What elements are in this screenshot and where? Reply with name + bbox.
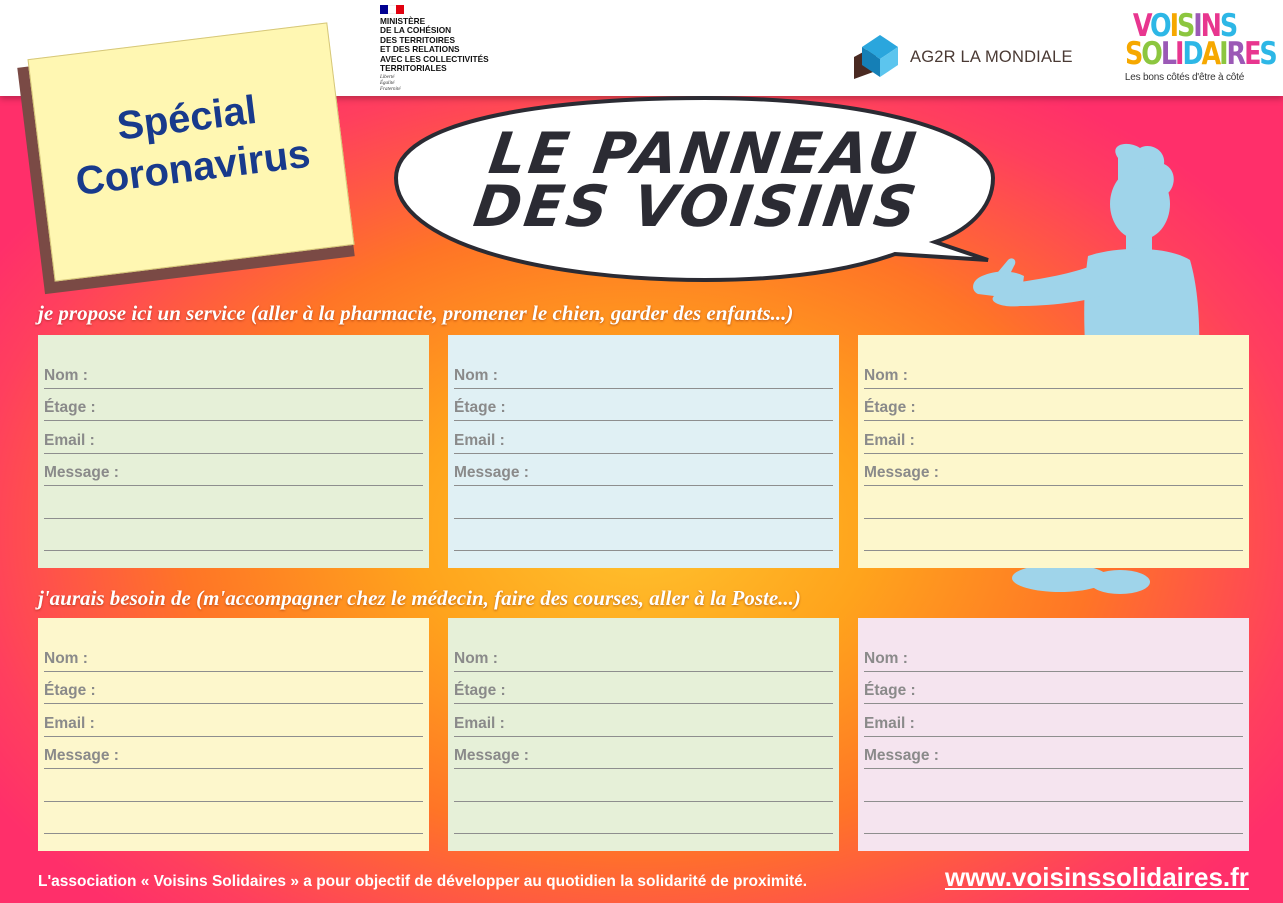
message-line[interactable] — [864, 486, 1243, 519]
french-flag-icon — [380, 5, 404, 14]
card-need-2[interactable] — [448, 618, 839, 851]
message-line[interactable] — [44, 737, 423, 770]
message-line[interactable] — [454, 519, 833, 552]
message-line[interactable] — [44, 519, 423, 552]
email-label: Email : — [454, 714, 505, 732]
email-line[interactable] — [864, 421, 1243, 454]
email-label: Email : — [864, 714, 915, 732]
card-need-3[interactable] — [858, 618, 1249, 851]
message-line[interactable] — [864, 519, 1243, 552]
etage-label: Étage : — [864, 682, 916, 699]
message-label: Message : — [454, 464, 529, 481]
etage-line[interactable] — [44, 672, 423, 705]
message-line[interactable] — [44, 769, 423, 802]
message-line[interactable] — [44, 454, 423, 487]
logo-word-solidaires: SOLIDAIRES — [1125, 36, 1276, 72]
etage-line[interactable] — [864, 389, 1243, 422]
nom-line[interactable] — [864, 639, 1243, 672]
message-line[interactable] — [454, 454, 833, 487]
card-need-1[interactable] — [38, 618, 429, 851]
email-line[interactable] — [44, 421, 423, 454]
ag2r-name: AG2R LA MONDIALE — [910, 47, 1073, 66]
email-label: Email : — [864, 431, 915, 449]
message-line[interactable] — [454, 737, 833, 770]
sticky-note — [27, 22, 354, 281]
ministry-logo — [380, 5, 520, 93]
nom-line[interactable] — [44, 356, 423, 389]
footer-text: L'association « Voisins Solidaires » a pour objectif de développer au quotidien la solidarité de proximité. — [38, 873, 808, 890]
etage-label: Étage : — [44, 682, 96, 699]
voisins-solidaires-logo — [1112, 8, 1276, 83]
message-line[interactable] — [454, 802, 833, 835]
message-line[interactable] — [864, 454, 1243, 487]
etage-line[interactable] — [454, 389, 833, 422]
message-line[interactable] — [44, 802, 423, 835]
nom-label: Nom : — [864, 366, 908, 384]
message-label: Message : — [44, 464, 119, 481]
nom-label: Nom : — [454, 366, 498, 384]
email-label: Email : — [454, 431, 505, 449]
board-title: LE PANNEAU DES VOISINS — [469, 121, 923, 240]
message-label: Message : — [864, 464, 939, 481]
message-line[interactable] — [454, 769, 833, 802]
nom-label: Nom : — [44, 649, 88, 667]
nom-line[interactable] — [454, 639, 833, 672]
message-label: Message : — [864, 747, 939, 764]
message-label: Message : — [454, 747, 529, 764]
message-line[interactable] — [864, 802, 1243, 835]
website-link[interactable]: www.voisinssolidaires.fr — [945, 862, 1249, 892]
etage-label: Étage : — [44, 399, 96, 416]
email-line[interactable] — [454, 421, 833, 454]
etage-line[interactable] — [864, 672, 1243, 705]
section-heading-offer: je propose ici un service (aller à la pharmacie, promener le chien, garder des enfants...) — [38, 301, 794, 325]
email-label: Email : — [44, 431, 95, 449]
nom-line[interactable] — [864, 356, 1243, 389]
etage-label: Étage : — [454, 682, 506, 699]
message-line[interactable] — [864, 737, 1243, 770]
message-label: Message : — [44, 747, 119, 764]
ag2r-cube-icon — [852, 33, 902, 81]
ag2r-logo — [852, 33, 1073, 81]
logo-word-voisins: VOISINS — [1132, 8, 1237, 44]
nom-label: Nom : — [864, 649, 908, 667]
card-offer-2[interactable] — [448, 335, 839, 568]
section-heading-need: j'aurais besoin de (m'accompagner chez le médecin, faire des courses, aller à la Poste...) — [38, 586, 801, 610]
message-line[interactable] — [454, 486, 833, 519]
sticky-note-text: Spécial Coronavirus — [73, 87, 313, 205]
etage-label: Étage : — [864, 399, 916, 416]
logo-tagline: Les bons côtés d'être à côté — [1124, 72, 1245, 83]
nom-label: Nom : — [454, 649, 498, 667]
nom-line[interactable] — [44, 639, 423, 672]
etage-label: Étage : — [454, 399, 506, 416]
email-line[interactable] — [44, 704, 423, 737]
email-label: Email : — [44, 714, 95, 732]
card-offer-1[interactable] — [38, 335, 429, 568]
email-line[interactable] — [454, 704, 833, 737]
ministry-name: MINISTÈRE DE LA COHÉSION DES TERRITOIRES ET DES RELATIONS AVEC LES COLLECTIVITÉS TERRITORIALES — [380, 16, 489, 74]
message-line[interactable] — [864, 769, 1243, 802]
etage-line[interactable] — [44, 389, 423, 422]
ministry-motto: Liberté Égalité Fraternité — [380, 75, 401, 93]
nom-line[interactable] — [454, 356, 833, 389]
nom-label: Nom : — [44, 366, 88, 384]
message-line[interactable] — [44, 486, 423, 519]
etage-line[interactable] — [454, 672, 833, 705]
email-line[interactable] — [864, 704, 1243, 737]
card-offer-3[interactable] — [858, 335, 1249, 568]
